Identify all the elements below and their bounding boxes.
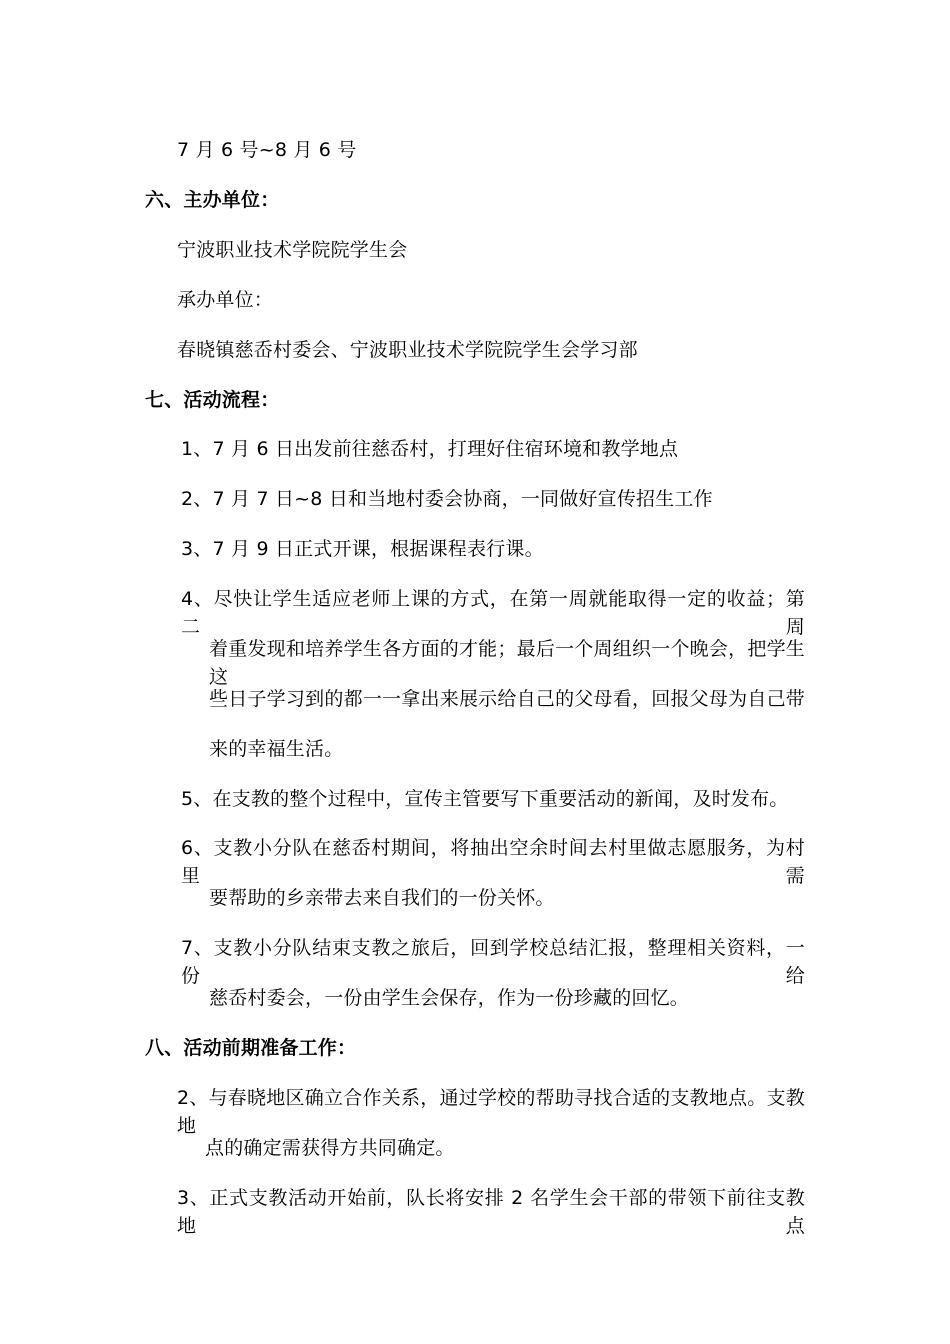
- section7-heading: 七、活动流程：: [145, 389, 280, 411]
- activity-time: 7 月 6 号~8 月 6 号: [177, 139, 357, 161]
- prep-item-3-line-1: 3、正式支教活动开始前，队长将安排 2 名学生会干部的带领下前往支教地点: [177, 1187, 805, 1237]
- prep-item-2-line-2: 点的确定需获得方共同确定。: [205, 1137, 455, 1159]
- process-item-3: 3、7 月 9 日正式开课，根据课程表行课。: [181, 538, 544, 560]
- process-item-4-line-3: 些日子学习到的都一一拿出来展示给自己的父母看，回报父母为自己带: [209, 688, 805, 710]
- process-item-7-line-1: 7、支教小分队结束支教之旅后，回到学校总结汇报，整理相关资料，一份给: [181, 937, 805, 987]
- process-item-2: 2、7 月 7 日~8 日和当地村委会协商，一同做好宣传招生工作: [181, 488, 713, 510]
- process-item-6-line-2: 要帮助的乡亲带去来自我们的一份关怀。: [209, 887, 555, 909]
- process-item-4-line-1: 4、尽快让学生适应老师上课的方式，在第一周就能取得一定的收益；第二周: [181, 588, 805, 638]
- section8-heading: 八、活动前期准备工作：: [145, 1037, 357, 1059]
- organizer-name: 宁波职业技术学院院学生会: [177, 239, 408, 261]
- process-item-4-line-4: 来的幸福生活。: [209, 738, 344, 760]
- co-organizer-name: 春晓镇慈岙村委会、宁波职业技术学院院学生会学习部: [177, 339, 638, 361]
- process-item-5: 5、在支教的整个过程中，宣传主管要写下重要活动的新闻，及时发布。: [181, 788, 789, 810]
- process-item-7-line-2: 慈岙村委会，一份由学生会保存，作为一份珍藏的回忆。: [209, 987, 690, 1009]
- process-item-1: 1、7 月 6 日出发前往慈岙村，打理好住宿环境和教学地点: [181, 438, 679, 460]
- prep-item-2-line-1: 2、与春晓地区确立合作关系，通过学校的帮助寻找合适的支教地点。支教地: [177, 1087, 805, 1137]
- section6-heading: 六、主办单位：: [145, 189, 280, 211]
- process-item-6-line-1: 6、支教小分队在慈岙村期间，将抽出空余时间去村里做志愿服务，为村里需: [181, 837, 805, 887]
- co-organizer-label: 承办单位：: [177, 289, 274, 311]
- process-item-4-line-2: 着重发现和培养学生各方面的才能；最后一个周组织一个晚会，把学生这: [209, 638, 805, 688]
